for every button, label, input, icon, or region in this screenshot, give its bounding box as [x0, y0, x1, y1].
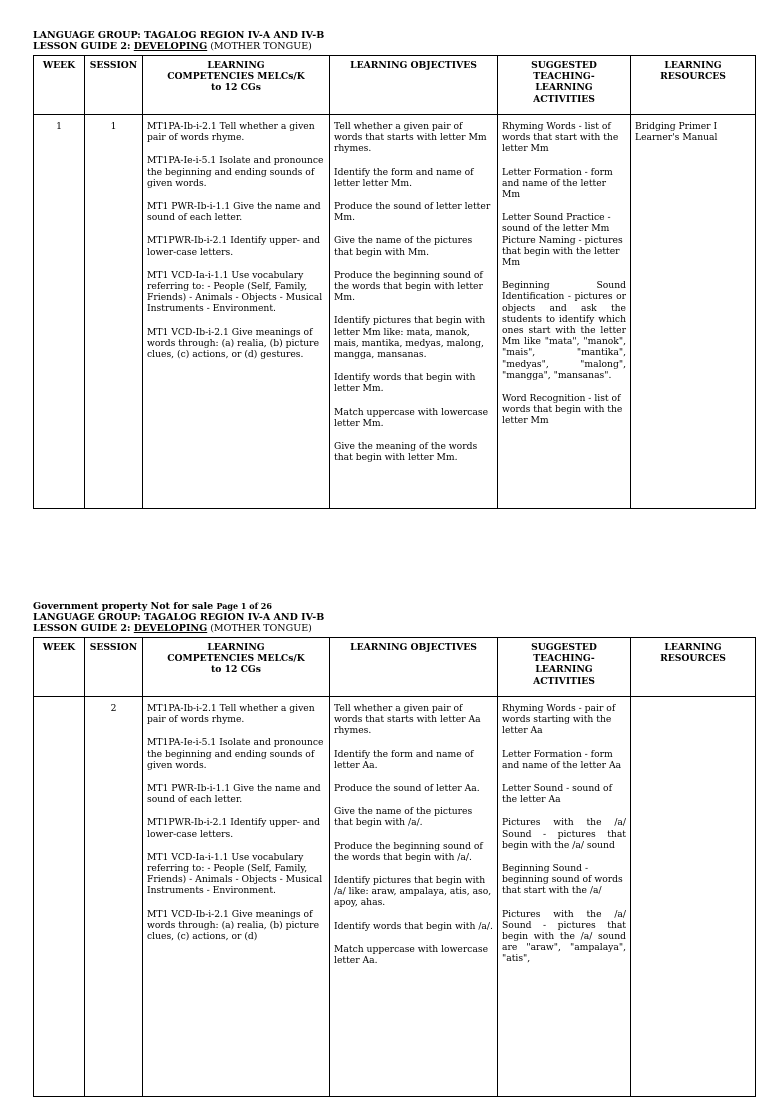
lesson-guide-stage: DEVELOPING — [133, 623, 208, 634]
objective-item: Identify the form and name of letter letter Mm. — [334, 166, 474, 189]
col-session: SESSION — [85, 638, 143, 697]
competency-item: MT1 VCD-Ia-i-1.1 Use vocabulary referring to: - People (Self, Family, Friends) - Animals - Objects - Musical Instruments - Environment. — [147, 269, 323, 315]
activity-item: Pictures with the /a/ Sound - pictures that begin with the /a/ sound are "araw", "ampalaya", "atis", — [502, 908, 626, 965]
objective-item: Identify pictures that begin with /a/ like: araw, ampalaya, atis, aso, apoy, ahas. — [334, 875, 492, 909]
objective-item: Give the name of the pictures that begin with /a/. — [334, 806, 473, 829]
competency-item: MT1 PWR-Ib-i-1.1 Give the name and sound of each letter. — [147, 783, 321, 806]
objective-item: Produce the sound of letter Aa. — [334, 783, 480, 795]
competency-item: MT1 VCD-Ia-i-1.1 Use vocabulary referring to: - People (Self, Family, Friends) - Animals - Objects - Musical Instruments - Environment. — [147, 851, 323, 897]
objective-item: Produce the beginning sound of the words that begin with /a/. — [334, 840, 483, 863]
competency-item: MT1PA-Ib-i-2.1 Tell whether a given pair of words rhyme. — [147, 703, 315, 726]
col-week: WEEK — [34, 638, 85, 697]
objective-item: Identify words that begin with /a/. — [334, 920, 493, 932]
table-row — [34, 115, 756, 509]
competency-item: MT1 PWR-Ib-i-1.1 Give the name and sound of each letter. — [147, 201, 321, 224]
activity-item: Letter Formation - form and name of the letter Mm — [502, 166, 613, 201]
language-group-line: LANGUAGE GROUP: TAGALOG REGION IV-A AND IV-B — [33, 30, 325, 41]
col-activities: SUGGESTED TEACHING-LEARNING ACTIVITIES — [498, 56, 631, 115]
resources-cell: Bridging Primer I Learner's Manual — [631, 115, 756, 509]
competencies-cell — [143, 115, 330, 509]
page-number: Page 1 of 26 — [216, 601, 272, 611]
col-week: WEEK — [34, 56, 85, 115]
objective-item: Match uppercase with lowercase letter Mm. — [334, 406, 489, 429]
week-cell: 1 — [34, 115, 85, 509]
government-notice — [33, 601, 755, 612]
activities-cell — [498, 697, 631, 1097]
col-competencies: LEARNING COMPETENCIES MELCs/K to 12 CGs — [143, 56, 330, 115]
competencies-cell — [143, 697, 330, 1097]
objective-item: Match uppercase with lowercase letter Aa. — [334, 943, 489, 967]
government-property-text: Government property Not for sale — [33, 601, 214, 612]
table-row — [34, 697, 756, 1097]
col-competencies: LEARNING COMPETENCIES MELCs/K to 12 CGs — [143, 638, 330, 697]
activity-item: Letter Sound Practice - sound of the letter Mm Picture Naming - pictures that begin with the letter Mm — [502, 212, 623, 269]
competency-item: MT1PA-Ib-i-2.1 Tell whether a given pair of words rhyme. — [147, 121, 315, 144]
objective-item: Identify pictures that begin with letter Mm like: mata, manok, mais, mantika, medyas, malong, mangga, mansanas. — [334, 315, 486, 361]
competency-item: MT1PWR-Ib-i-2.1 Identify upper- and lower-case letters. — [147, 235, 321, 258]
lesson-header-1 — [33, 30, 755, 52]
lesson-guide-line — [33, 41, 755, 52]
lesson-guide-stage: DEVELOPING — [133, 41, 208, 52]
activity-item: Beginning Sound Identification - pictures or objects and ask the students to identify which ones start with the letter Mm like "mata", "manok", "mais", "mantika", "medyas", "malong", "mangga", "mansanas". — [502, 280, 626, 381]
objective-item: Tell whether a given pair of words that starts with letter Mm rhymes. — [334, 121, 487, 155]
lesson-guide-prefix: LESSON GUIDE 2: — [33, 623, 134, 634]
table-header-row — [34, 56, 756, 115]
lesson-guide-line — [33, 623, 755, 634]
objective-item: Identify the form and name of letter Aa. — [334, 748, 474, 771]
col-objectives: LEARNING OBJECTIVES — [330, 56, 498, 115]
activity-item: Beginning Sound - beginning sound of words that start with the /a/ — [502, 863, 623, 897]
col-activities: SUGGESTED TEACHING-LEARNING ACTIVITIES — [498, 638, 631, 697]
lesson-table-1 — [33, 55, 755, 509]
activity-item: Letter Sound - sound of the letter Aa — [502, 783, 612, 806]
activity-item: Word Recognition - list of words that begin with the letter Mm — [502, 393, 623, 427]
col-objectives: LEARNING OBJECTIVES — [330, 638, 498, 697]
activity-item: Letter Formation - form and name of the letter Aa — [502, 748, 622, 771]
week-cell — [34, 697, 85, 1097]
activity-item: Rhyming Words - pair of words starting with the letter Aa — [502, 703, 616, 737]
col-session: SESSION — [85, 56, 143, 115]
session-cell: 2 — [85, 697, 143, 1097]
competency-item: MT1 VCD-Ib-i-2.1 Give meanings of words through: (a) realia, (b) picture clues, (c) actions, or (d) — [147, 908, 320, 943]
activity-item: Rhyming Words - list of words that start with the letter Mm — [502, 121, 619, 155]
lesson-header-2 — [33, 601, 755, 634]
activities-cell — [498, 115, 631, 509]
lesson-table-2 — [33, 637, 755, 1097]
lesson-guide-prefix: LESSON GUIDE 2: — [33, 41, 134, 52]
language-group-line: LANGUAGE GROUP: TAGALOG REGION IV-A AND IV-B — [33, 612, 325, 623]
objective-item: Identify words that begin with letter Mm. — [334, 372, 476, 395]
objective-item: Give the name of the pictures that begin with Mm. — [334, 235, 473, 258]
objective-item: Give the meaning of the words that begin with letter Mm. — [334, 441, 478, 464]
lesson-guide-subject: (MOTHER TONGUE) — [207, 623, 312, 634]
table-header-row — [34, 638, 756, 697]
lesson-guide-subject: (MOTHER TONGUE) — [207, 41, 312, 52]
session-cell: 1 — [85, 115, 143, 509]
activity-item: Pictures with the /a/ Sound - pictures that begin with the /a/ sound — [502, 817, 626, 851]
competency-item: MT1PWR-Ib-i-2.1 Identify upper- and lower-case letters. — [147, 817, 321, 840]
objective-item: Produce the beginning sound of the words that begin with letter Mm. — [334, 269, 483, 304]
resources-cell — [631, 697, 756, 1097]
competency-item: MT1 VCD-Ib-i-2.1 Give meanings of words through: (a) realia, (b) picture clues, (c) actions, or (d) gestures. — [147, 326, 320, 361]
objective-item: Produce the sound of letter letter Mm. — [334, 201, 491, 224]
competency-item: MT1PA-Ie-i-5.1 Isolate and pronounce the beginning and ending sounds of given words. — [147, 737, 324, 771]
col-resources: LEARNING RESOURCES — [631, 638, 756, 697]
objective-item: Tell whether a given pair of words that starts with letter Aa rhymes. — [334, 703, 481, 737]
competency-item: MT1PA-Ie-i-5.1 Isolate and pronounce the beginning and ending sounds of given words. — [147, 155, 324, 189]
objectives-cell — [330, 697, 498, 1097]
col-resources: LEARNING RESOURCES — [631, 56, 756, 115]
objectives-cell — [330, 115, 498, 509]
